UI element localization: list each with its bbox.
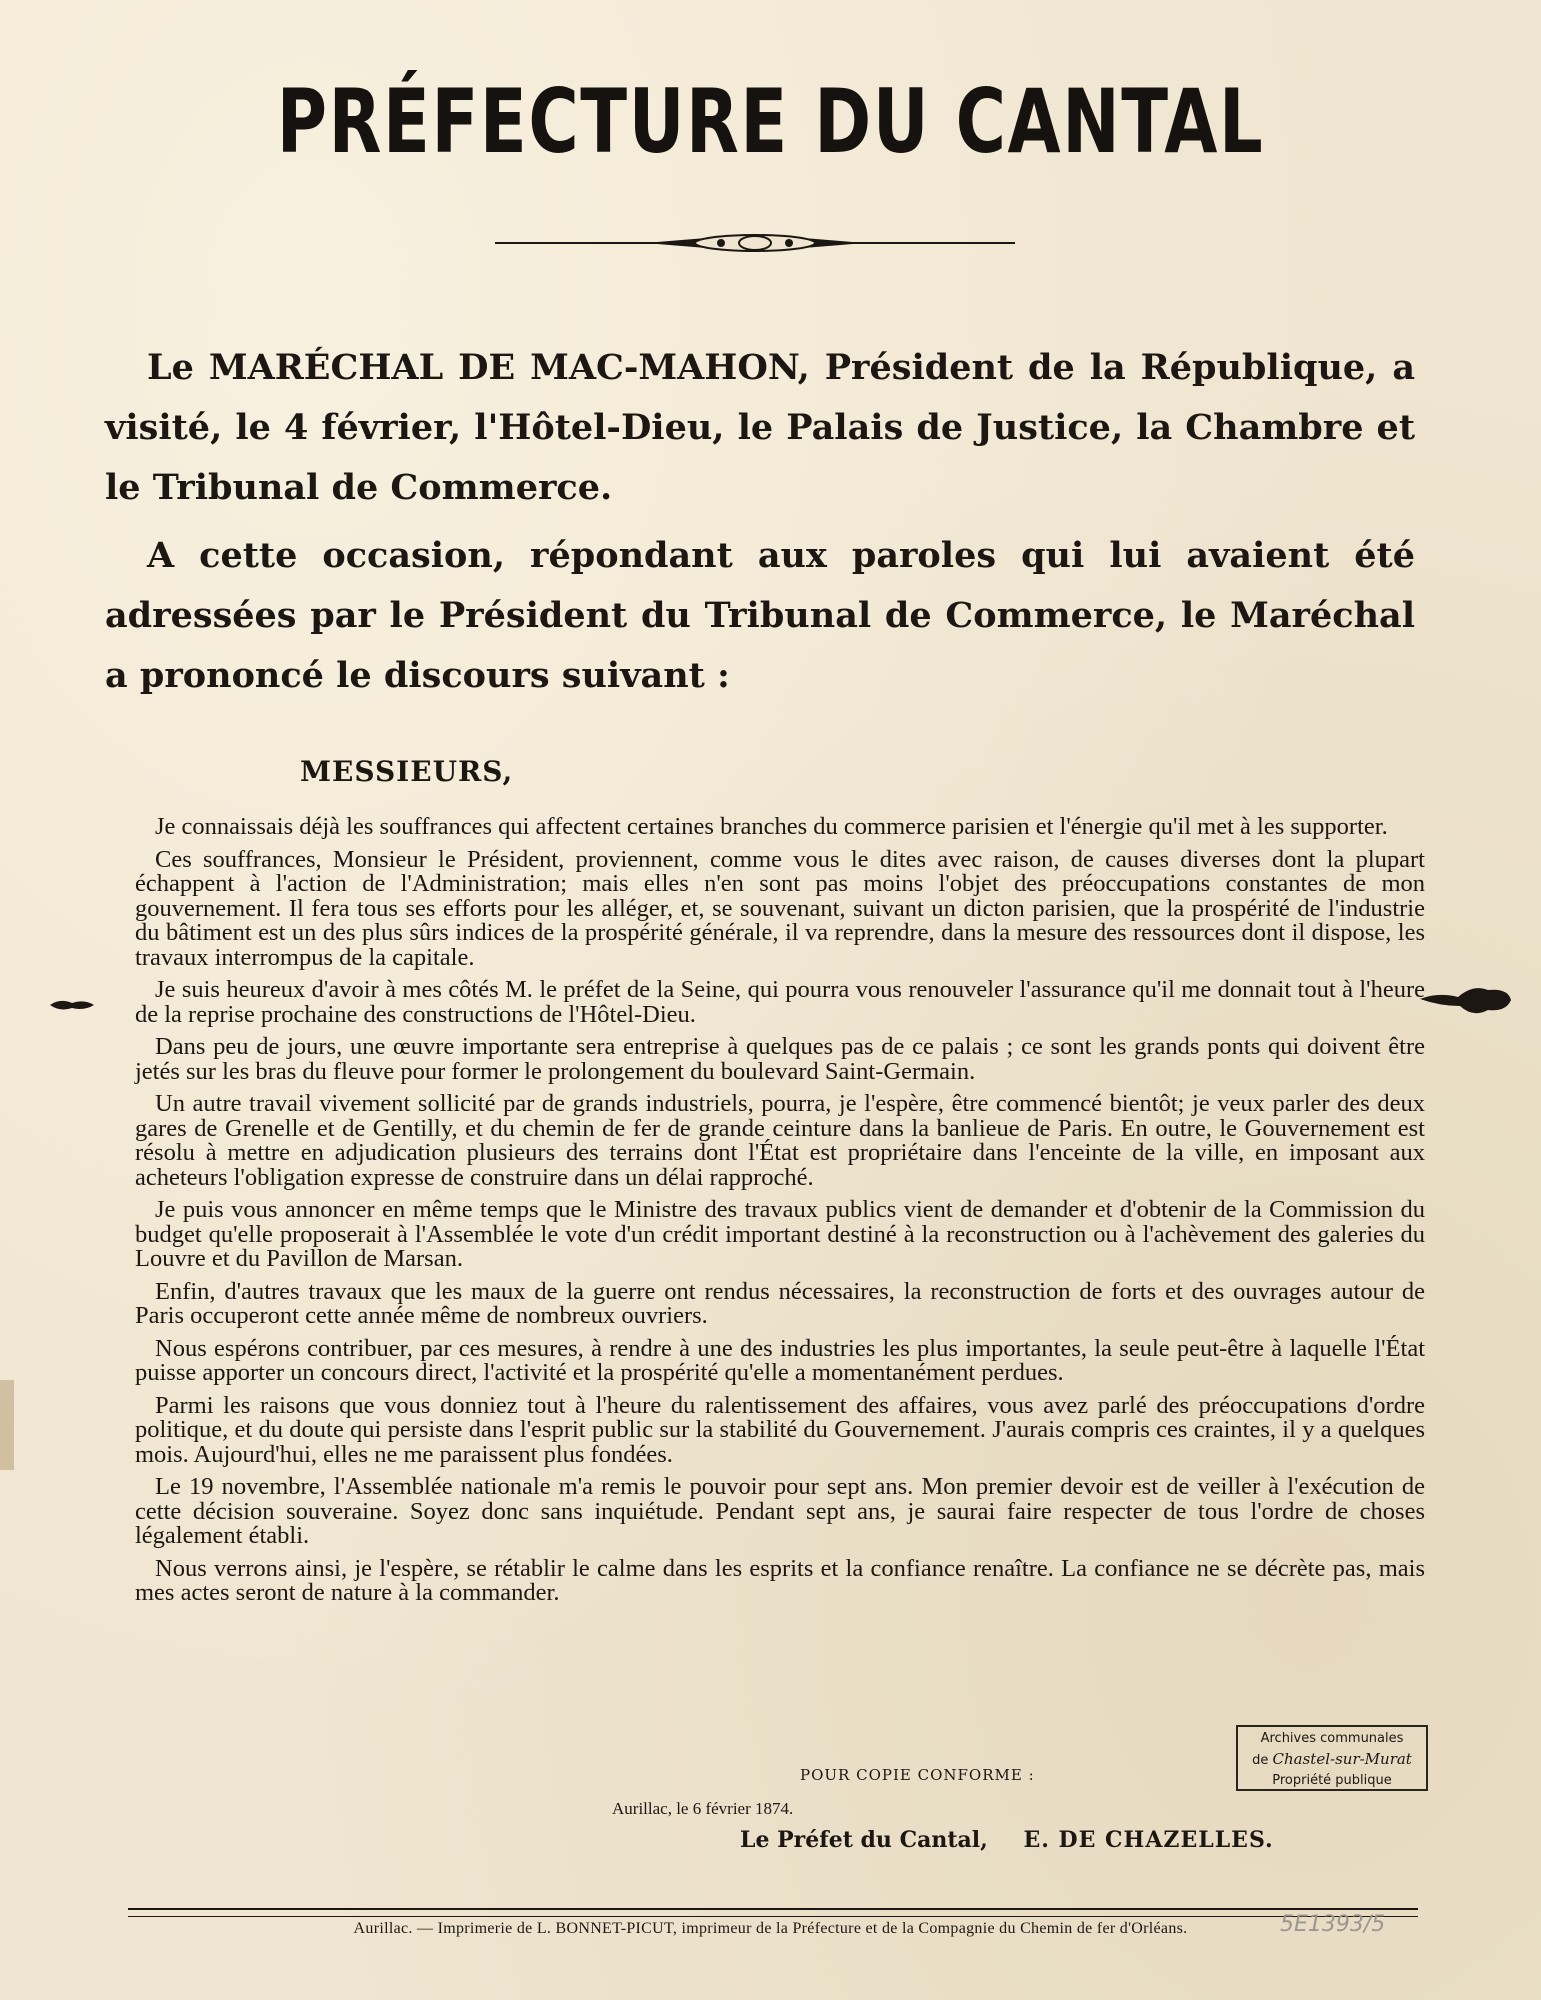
speech-paragraph: Un autre travail vivement sollicité par de grands industriels, pourra, je l'espère, être commencé bientôt; je veux parler des deux gares de Grenelle et de Gentilly, et du chemin de fer de grande ceinture dans la banlieue de Paris. En outre, le Gouvernement est résolu à mettre en adjudication plusieurs des terrains dont l'État est propriétaire dans l'enceinte de la ville, en imposant aux acheteurs l'obligation expresse de construire dans un délai rapproché. <box>135 1090 1425 1191</box>
speech-paragraph: Ces souffrances, Monsieur le Président, proviennent, comme vous le dites avec raison, de causes diverses dont la plupart échappent à l'action de l'Administration; mais elles n'en sont pas moins l'objet des préoccupations constantes de mon gouvernement. Il fera tous ses efforts pour les alléger, et, se souvenant, suivant un dicton parisien, que la prospérité de l'industrie du bâtiment est un des plus sûrs indices de la prospérité générale, il va reprendre, dans la mesure des ressources dont il dispose, les travaux interrompus de la capitale. <box>135 845 1425 971</box>
stamp-line-1: Archives communales <box>1260 1731 1404 1746</box>
speech-body <box>135 815 1425 1614</box>
speech-paragraph: Je puis vous annoncer en même temps que le Ministre des travaux publics vient de demander et d'obtenir de la Commission du budget qu'elle proposerait à l'Assemblée le vote d'un crédit important destiné à la reconstruction ou à l'achèvement des galeries du Louvre et du Pavillon de Marsan. <box>135 1196 1425 1272</box>
speech-paragraph: Je connaissais déjà les souffrances qui affectent certaines branches du commerce parisien et l'énergie qu'il met à les supporter. <box>155 813 1388 840</box>
speech-paragraph: Nous verrons ainsi, je l'espère, se rétablir le calme dans les esprits et la confiance renaître. La confiance ne se décrète pas, mais mes actes seront de nature à la commander. <box>135 1554 1425 1606</box>
ink-smudge-left-icon <box>48 996 96 1014</box>
signature-name: E. DE CHAZELLES. <box>1023 1827 1274 1853</box>
paper-stain <box>0 1380 14 1470</box>
stamp-prefix: de <box>1252 1753 1269 1768</box>
speech-paragraph: Dans peu de jours, une œuvre importante sera entreprise à quelques pas de ce palais ; ce sont les grands ponts qui doivent être jetés sur les bras du fleuve pour former le prolongement du boulevard Saint-Germain. <box>135 1033 1425 1085</box>
ornamental-divider <box>495 228 1015 258</box>
intro-section <box>105 338 1415 714</box>
footer-rule <box>128 1908 1418 1917</box>
speech-paragraph: Je suis heureux d'avoir à mes côtés M. le préfet de la Seine, qui pourra vous renouveler l'assurance qu'il me donnait tout à l'heure de la reprise prochaine des constructions de l'Hôtel-Dieu. <box>135 976 1425 1028</box>
signature <box>740 1827 1274 1853</box>
printer-line: Aurillac. — Imprimerie de L. BONNET-PICUT, imprimeur de la Préfecture et de la Compagnie du Chemin de fer d'Orléans. <box>353 1920 1188 1937</box>
copy-note: POUR COPIE CONFORME : <box>800 1766 1035 1784</box>
poster-title: PRÉFECTURE DU CANTAL <box>276 70 1265 173</box>
speech-paragraph: Enfin, d'autres travaux que les maux de la guerre ont rendus nécessaires, la reconstruction de forts et des ouvrages autour de Paris occuperont cette année même de nombreux ouvriers. <box>135 1277 1425 1329</box>
speech-paragraph: Nous espérons contribuer, par ces mesures, à rendre à une des industries les plus importantes, la seule peut-être à laquelle l'État puisse apporter un concours direct, l'activité et la prospérité qu'elle a momentanément perdues. <box>135 1334 1425 1386</box>
archive-stamp <box>1236 1725 1428 1791</box>
intro-paragraph: Le MARÉCHAL DE MAC-MAHON, Président de la République, a visité, le 4 février, l'Hôtel-Dieu, le Palais de Justice, la Chambre et le Tribunal de Commerce. <box>105 347 1415 508</box>
archive-reference: 5E1393/5 <box>1280 1912 1386 1937</box>
signature-title: Le Préfet du Cantal, <box>740 1827 988 1853</box>
intro-paragraph: A cette occasion, répondant aux paroles qui lui avaient été adressées par le Président du Tribunal de Commerce, le Maréchal a prononcé le discours suivant : <box>105 535 1415 696</box>
stamp-handwritten: Chastel-sur-Murat <box>1272 1750 1412 1768</box>
speech-paragraph: Le 19 novembre, l'Assemblée nationale m'a remis le pouvoir pour sept ans. Mon premier devoir est de veiller à l'exécution de cette décision souveraine. Soyez donc sans inquiétude. Pendant sept ans, je saurai faire respecter de tous l'ordre de choses légalement établi. <box>135 1473 1425 1549</box>
speech-salutation: MESSIEURS, <box>300 755 514 788</box>
speech-paragraph: Parmi les raisons que vous donniez tout à l'heure du ralentissement des affaires, vous avez parlé des préoccupations d'ordre politique, et du doute qui persiste dans l'esprit public sur la stabilité du Gouvernement. J'aurais compris ces craintes, il y a quelques mois. Aujourd'hui, elles ne me paraissent plus fondées. <box>135 1391 1425 1468</box>
stamp-line-2 <box>1238 1749 1426 1771</box>
stamp-line-3: Propriété publique <box>1272 1773 1392 1788</box>
ink-smudge-right-icon <box>1418 978 1513 1020</box>
date-line: Aurillac, le 6 février 1874. <box>612 1799 794 1818</box>
